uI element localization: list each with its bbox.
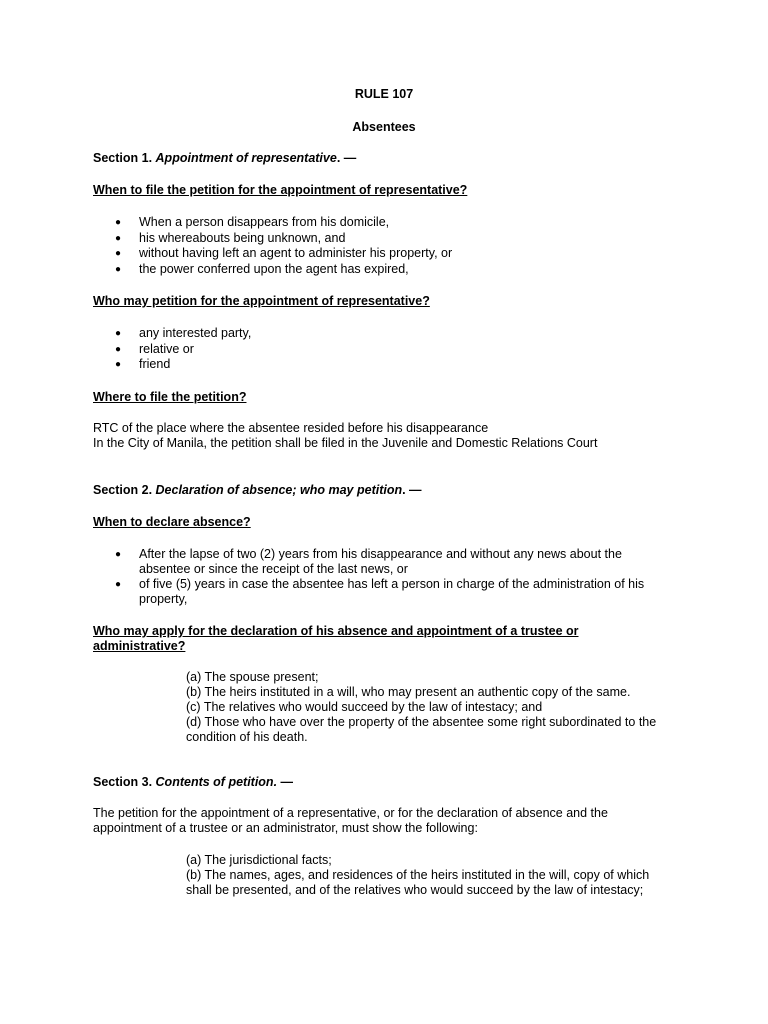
section-1-heading — [93, 151, 356, 166]
section-1-suffix: . — — [336, 151, 357, 165]
section-1-q3-answer — [93, 421, 693, 451]
section-1-question-1: When to file the petition for the appointment of representative? — [93, 183, 468, 197]
list-item: (b) The names, ages, and residences of the heirs instituted in the will, copy of which shall be presented, and of the relatives who would succeed by the law of intestacy; — [186, 868, 650, 897]
list-item: (c) The relatives who would succeed by the law of intestacy; and — [186, 700, 543, 714]
list-item: ● without having left an agent to administer his property, or — [114, 246, 453, 260]
bullet-icon: ● — [114, 579, 122, 590]
rule-subtitle: Absentees — [352, 120, 416, 134]
bullet-icon: ● — [114, 232, 122, 244]
section-1-q1-list — [113, 215, 633, 277]
bullet-icon: ● — [114, 328, 122, 339]
section-2-question-1: When to declare absence? — [93, 515, 251, 529]
list-item: ● any interested party, — [114, 326, 252, 340]
section-2-title: Declaration of absence; who may petition — [155, 483, 403, 497]
bullet-icon: ● — [114, 217, 122, 228]
section-2-q1-list — [113, 547, 675, 607]
section-1-q2-list — [113, 326, 633, 373]
bullet-icon: ● — [114, 248, 122, 259]
section-1-question-3: Where to file the petition? — [93, 390, 247, 404]
bullet-icon: ● — [114, 549, 122, 560]
list-item: ● When a person disappears from his domicile, — [114, 215, 390, 229]
section-1-label: Section 1. — [93, 151, 153, 165]
list-item: ● After the lapse of two (2) years from his disappearance and without any news about the absentee or since the receipt of the last news, or — [114, 547, 622, 576]
answer-line: RTC of the place where the absentee resided before his disappearance — [93, 421, 489, 435]
bullet-icon: ● — [114, 263, 122, 275]
list-item: ● his whereabouts being unknown, and — [114, 230, 346, 245]
bullet-icon: ● — [114, 359, 122, 370]
section-3-suffix: — — [277, 775, 294, 789]
section-2-suffix: . — — [402, 483, 422, 497]
list-item: (d) Those who have over the property of the absentee some right subordinated to the condition of his death. — [186, 715, 657, 744]
section-3-intro: The petition for the appointment of a representative, or for the declaration of absence and the appointment of a trustee or an administrator, must show the following: — [93, 806, 608, 835]
section-3-heading — [93, 775, 293, 790]
section-3-title: Contents of petition. — [155, 775, 278, 789]
section-2-question-2: Who may apply for the declaration of his absence and appointment of a trustee or administrative? — [93, 624, 579, 653]
section-2-label: Section 2. — [93, 483, 153, 497]
list-item: ● of five (5) years in case the absentee has left a person in charge of the administration of his property, — [114, 577, 645, 606]
list-item: (b) The heirs instituted in a will, who may present an authentic copy of the same. — [186, 685, 631, 699]
list-item: ● relative or — [114, 341, 194, 356]
list-item: ● friend — [114, 357, 171, 371]
section-1-title: Appointment of representative — [155, 151, 337, 165]
list-item: ● the power conferred upon the agent has expired, — [114, 261, 409, 276]
list-item: (a) The jurisdictional facts; — [186, 853, 332, 867]
section-3-label: Section 3. — [93, 775, 153, 789]
section-2-heading — [93, 483, 422, 498]
section-2-q2-list — [186, 670, 686, 745]
answer-line: In the City of Manila, the petition shall be filed in the Juvenile and Domestic Relations Court — [93, 436, 598, 450]
bullet-icon: ● — [114, 343, 122, 355]
section-1-question-2: Who may petition for the appointment of representative? — [93, 294, 430, 308]
list-item: (a) The spouse present; — [186, 670, 319, 684]
rule-title: RULE 107 — [354, 87, 414, 101]
section-3-list — [186, 853, 664, 898]
